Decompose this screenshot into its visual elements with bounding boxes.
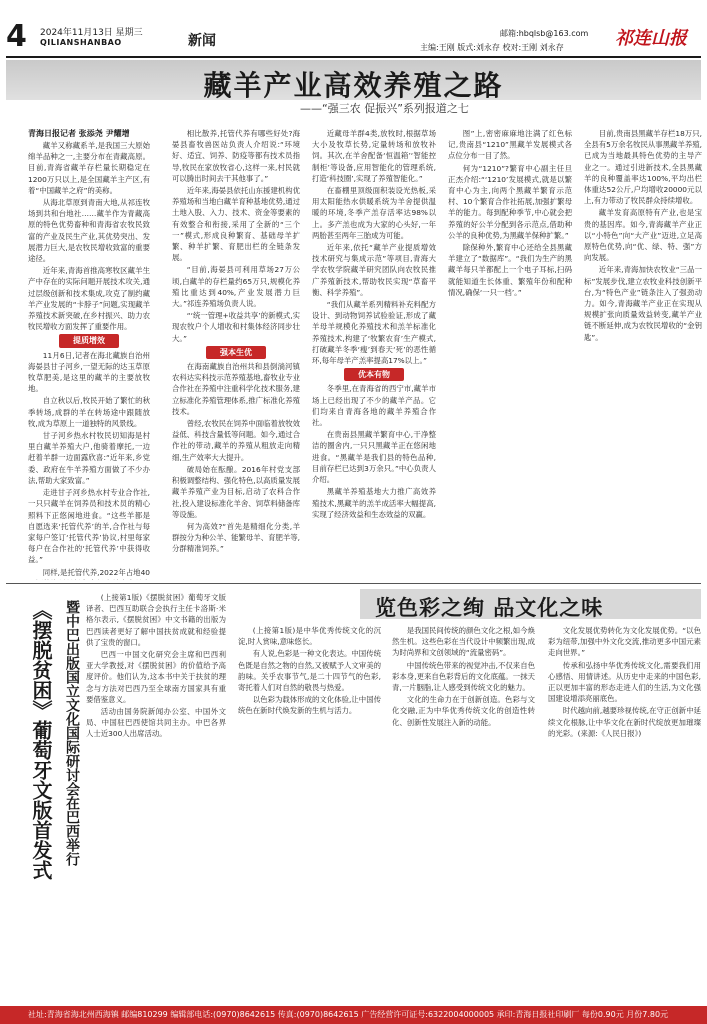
contact-email: 邮箱:hbqlsb@163.com [500,29,589,38]
page-footer: 社址:青海省海北州西海镇 邮编810299 编辑部电话:(0970)8642615 传真:(0970)8642615 广告经营许可证号:6322004000005 承印:青海日报社印刷厂 每份0.90元 月份7.80元 [0,1006,707,1024]
article3-column-1 [238,625,381,1003]
section-divider [6,583,701,584]
article2-body [86,592,226,992]
paragraph: “‘统一管理+收益共享’的新模式,实现农牧户个人增收和村集体经济同步壮大。” [172,311,300,343]
paragraph: 近年来,青海首推高寒牧区藏羊生产中存在的实际问题开展技术攻关,通过层级创新和技术集成,攻克了制约藏羊产业发展的“卡脖子”问题,实现藏羊养殖技术新突破,在乡村振兴、助力农牧民增收方面发挥了重要作用。 [28,266,150,332]
paragraph: 目前,贵南县黑藏羊存栏18万只,全县有5万余名牧民从事黑藏羊养殖,已成为当地最具特色优势的主导产业之一。通过引进新技术,全县黑藏羊的良种覆盖率达100%,平均出栏体重达52公斤,户均增收20000元以上,有力带动了牧民群众持续增收。 [584,129,702,206]
paragraph: 传承和弘扬中华优秀传统文化,需要我们用心感悟、用情讲述。从历史中走来的中国色彩,正以更加丰富的形态走进人们的生活,为文化强国建设增添亮丽底色。 [548,660,701,704]
paragraph: 有人说,色彩是一种文化表达。中国传统色既是自然之物的自然,又被赋予人文审美的韵味。关乎农事节气,是二十四节气的色彩,寄托着人们对自然的敬畏与热爱。 [238,649,381,693]
paragraph: 以色彩为载体形成的文化体验,让中国传统色在新时代焕发新的生机与活力。 [238,695,381,716]
paragraph: 冬季里,在青海省的西宁市,藏羊市场上已经出现了不少的藏羊产品。它们均来自青海各地的藏羊养殖合作社。 [312,384,436,428]
paragraph: 近年来,海晏县依托山东援建机构优养殖场和当地白藏羊育种基地优势,通过土地入股、入力、技术、资金等要素的有效整合和衔接,采用了全新的“三个一”模式,形成良种繁育、基础母羊扩繁、种羊扩繁、育肥出栏的全链条发展。 [172,186,300,263]
page-header [0,0,707,60]
paragraph: 从海北草原到青南大地,从祁连牧场到共和台地社……藏羊作为青藏高原的特色优势畜种和青海省农牧民致富的产业及民生产业,其优势突出、发展潜力巨大,是农牧民增收致富的重要途径。 [28,198,150,264]
paragraph: 何为高效?“首先是精细化分类,羊群按分为种公羊、能繁母羊、育肥羊等,分群精准饲养。” [172,521,300,554]
paragraph: 中国传统色带来的视觉冲击,不仅来自色彩本身,更来自色彩背后的文化底蕴。一抹天青,一片胭脂,让人感受到传统文化的魅力。 [392,660,535,693]
paragraph: 何为“1210”?繁育中心副主任旦正杰介绍:“‘1210’发展模式,就是以繁育中心为主,向两个黑藏羊繁育示范村、10个繁育合作社拓展,加强扩繁母羊的能力。每到配种季节,中心就会把养殖的好公羊分配到各示范点,借助种公羊的良种优势,为黑藏羊保种扩繁。” [448,163,572,240]
paragraph: 在海南藏族自治州共和县倒淌河镇农科达实科技示范养殖基地,畜牧业专业合作社在养殖中注重科学化技术服务,建立标准化养殖管理体系,推广标准化养殖技术。 [172,362,300,416]
paragraph: “目前,海晏县可利用草场27万公顷,白藏羊的存栏量约65万只,规模化养殖比重达到40%,产业发展潜力巨大。”祁连养殖场负责人说。 [172,265,300,309]
paragraph: 在畜棚里顶级面积装设光热板,采用太阳能热水供暖系统为羊舍提供温暖的环境,冬季产羔存活率达98%以上。多产羔也成为大家的心头好,一年两胎甚至两年三胎成为可能。 [312,186,436,240]
paragraph: 近藏母羊群4类,放牧时,根据草场大小及牧草长势,定量转场和放牧补饲。其次,在羊舍配备‘恒温箱’‘智能控制柜’等设备,应用智能化的管理系统,打造‘科技圈’,实现了养殖智能化。” [312,129,436,183]
paragraph: 同样,是托管代养,2022年占地40 [42,567,150,577]
paper-pinyin: QILIANSHANBAO [40,38,122,47]
paragraph: “我们从藏羊系列精料补充料配方设计、到动物饲养试验验证,形成了藏羊母羊规模化养殖技术和羔羊标准化养殖技术,构建了‘牧繁农育’生产模式,打破藏羊冬季‘瘦’到春天‘死’的恶性循环,每年母羊产羔率提高17%以上。” [312,300,436,366]
paragraph: 藏羊又称藏系羊,是我国三大原始绵羊品种之一,主要分布在青藏高原。目前,青海省藏羊存栏量长期稳定在1200万只以上,是全国藏羊主产区,有着“中国藏羊之府”的美称。 [28,141,150,195]
article3-column-3 [548,625,701,1003]
paragraph: 时代越向前,越要珍视传统,在守正创新中延续文化根脉,让中华文化在新时代绽放更加璀璨的光彩。(来源:《人民日报》) [548,706,701,738]
page-number: 4 [6,19,27,54]
series-subhead: ——“强三农 促振兴”系列报道之七 [300,102,469,115]
paragraph: 甘子河乡热水村牧民切知海是村里白藏羊养殖大户,他骑着摩托,一边赶着羊群一边面露欣喜:“近年来,乡党委、政府在牛羊养殖方面做了不少办法,帮助大家致富。” [28,431,150,485]
paragraph: (上接第1版)《摆脱贫困》葡萄牙文版译者、巴西互助联合会执行主任卡洛斯·米格尔表示,《摆脱贫困》中文书籍的出版为巴西读者更好了解中国扶贫成就和经验提供了宝贵的窗口。 [86,593,226,647]
article-column-3 [312,128,436,580]
subheading: 优本有物 [344,368,404,381]
paragraph: 黑藏羊养殖基地大力推广高效养殖技术,黑藏羊的羔羊成活率大幅提高,实现了经济效益和生态效益的双赢。 [312,487,436,519]
article3-column-2 [392,625,535,1003]
paragraph: 是我国民间传统的颜色文化之根,如今焕然生机。这些色彩在当代设计中频繁出现,成为时尚界和文创领域的“流量密码”。 [392,626,535,658]
article-column-4 [448,128,572,580]
vertical-headline-subtitle: 暨中巴出版国立文化国际研讨会在巴西举行 [64,600,80,866]
paragraph: 文化的生命力在于创新创造。色彩与文化交融,正为中华优秀传统文化的创造性转化、创新性发展注入新的动能。 [392,695,535,727]
paragraph: 文化发展优势转化为文化发展优势。“以色彩为纽带,加强中外文化交流,推动更多中国元素走向世界。” [548,626,701,658]
paragraph: 活动由国务院新闻办公室、中国外文局、中国驻巴西使馆共同主办。中巴各界人士近300人出席活动。 [86,707,226,739]
banner-headline: 览色彩之绚 品文化之味 [375,595,604,620]
editor-credits: 主编:王刚 版式:刘永存 校对:王刚 刘永存 [420,43,564,52]
paragraph: 近年来,青海加快农牧业“三品一标”发展步伐,建立农牧业科技创新平台,为“特色产业”链条注入了强劲动力。如今,青海藏羊产业正在实现从规模扩张向质量效益转变,藏羊产业链不断延伸,成为农牧民增收的“金钥匙”。 [584,265,702,342]
paragraph: 11月6日,记者在海北藏族自治州海晏县甘子河乡,一望无际的达玉草原牧草肥美,是这里的藏羊的主要放牧地。 [28,350,150,394]
article-column-5 [584,128,702,580]
section-title: 新闻 [188,33,216,49]
subheading: 强本生优 [206,346,266,359]
paragraph: 藏羊发育高原特有产业,也是宝贵的基因库。如今,青海藏羊产业正以“小特色”向“大产业”迈进,立足高原特色优势,向“优、绿、特、强”方向发展。 [584,208,702,263]
subheading: 提质增效 [59,334,119,347]
paragraph: 图”上,密密麻麻地注满了红色标记,贵南县“1210”黑藏羊发展模式各点位分布一目了然。 [448,129,572,161]
paragraph: 巴西一中国文化研究会主席和巴西利亚大学教授,对《摆脱贫困》的价值给予高度评价。他们认为,这本书中关于扶贫的理念与方法对巴西乃至全球南方国家具有重要借鉴意义。 [86,650,226,704]
byline: 青海日报记者 张添尧 尹耀增 [28,129,130,138]
paragraph: (上接第1版)是中华优秀传统文化的沉淀,时人赏味,意味悠长。 [238,626,381,647]
paragraph: 破局始在酝酿。2016年村党支部积极调整结构、强化特色,以高质量发展藏羊养殖产业为目标,启动了农科合作社,投入建设标准化羊舍、饲草料储备库等设施。 [172,464,300,519]
header-rule [6,56,701,58]
paragraph: 近年来,依托“藏羊产业提质增效技术研究与集成示范”等项目,青海大学农牧学院藏羊研究团队向农牧民推广养殖新技术,帮助牧民实现“草畜平衡、科学养殖”。 [312,243,436,297]
paper-logo: 祁连山报 [615,28,687,49]
paragraph: 曾经,农牧民在饲养中面临着放牧效益低、科技含量低等问题。如今,通过合作社的带动,藏羊的养殖从粗放走向精细,生产效率大大提升。 [172,419,300,462]
issue-date: 2024年11月13日 星期三 [40,28,143,38]
paragraph: 在贵南县黑藏羊繁育中心,干净整洁的圈舍内,一只只黑藏羊正在悠闲地进食。“黑藏羊是我们县的特色品种,目前存栏已达到3万余只。”中心负责人介绍。 [312,430,436,485]
article-column-2 [172,128,300,580]
main-headline: 藏羊产业高效养殖之路 [203,69,504,102]
paragraph: 相比散养,托管代养有哪些好处?海晏县畜牧兽医站负责人介绍说:“环境好、适宜、饲养、防疫等都有技术员指导,牧民在家放牧省心,这样一来,村民就可以腾出时间去干其他事了。” [172,129,300,183]
paragraph: 自立秋以后,牧民开始了繁忙的秋季转场,成群的羊在转场途中跟随放牧,成为草原上一道独特的风景线。 [28,396,150,428]
vertical-headline-title: 《摆脱贫困》葡萄牙文版首发式 [29,600,53,880]
paragraph: 除保种外,繁育中心还给全县黑藏羊建立了“数据库”。“我们为生产的黑藏羊每只羊都配上一个电子耳标,扫码就能知道生长体重、繁殖年份和配种情况,确保‘一只一档’。” [448,243,572,297]
paragraph: 走进甘子河乡热水村专业合作社,一只只藏羊在饲养员和技术员的精心照料下正悠闲地进食。“这些羊都是自愿选来‘托管代养’的羊,合作社与每家每户签订‘托管代养’协议,村里每家每户在合作社的‘托管代养’中获得收益。” [28,488,150,565]
article-column-1 [28,140,150,580]
